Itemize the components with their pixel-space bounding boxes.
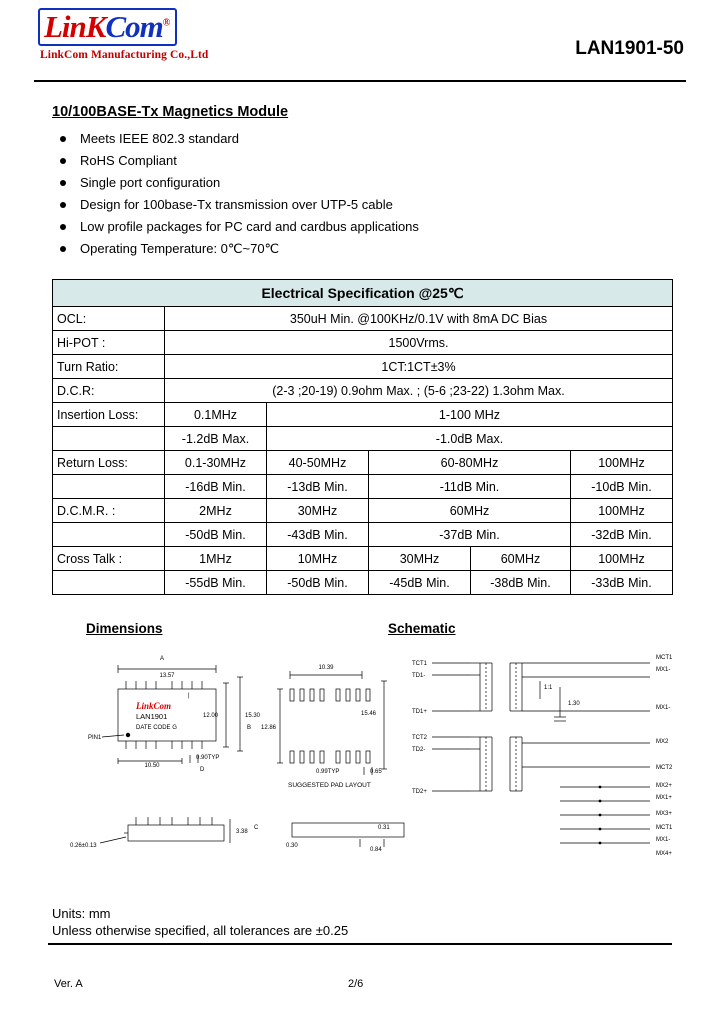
table-row xyxy=(53,475,673,499)
sch-pin-td1minus: TD1- xyxy=(412,673,426,679)
table-row xyxy=(53,499,673,523)
row-value: 350uH Min. @100KHz/0.1V with 8mA DC Bias xyxy=(165,307,673,331)
sch-pin-mx4plus: MX4+ xyxy=(656,851,672,857)
row-label: D.C.M.R. : xyxy=(53,499,165,523)
row-value: 1CT:1CT±3% xyxy=(165,355,673,379)
document-version: Ver. A xyxy=(54,978,83,990)
list-item: Meets IEEE 802.3 standard xyxy=(52,129,690,149)
row-value: 30MHz xyxy=(267,499,369,523)
drawings-area xyxy=(40,647,720,899)
row-value: -1.2dB Max. xyxy=(165,427,267,451)
pin1-dot xyxy=(126,733,130,737)
footer-divider xyxy=(48,943,672,945)
company-name: LinkCom Manufacturing Co.,Ltd xyxy=(40,49,209,61)
list-item: RoHS Compliant xyxy=(52,151,690,171)
row-label xyxy=(53,523,165,547)
dim-date-code: DATE CODE G xyxy=(136,725,177,731)
row-value: -33dB Min. xyxy=(571,571,673,595)
sch-pin-mct1b: MCT1 xyxy=(656,825,673,831)
units-line: Units: mm xyxy=(52,906,111,921)
company-logo xyxy=(38,8,208,61)
row-value: -16dB Min. xyxy=(165,475,267,499)
table-row xyxy=(53,379,673,403)
page-footer xyxy=(0,978,720,998)
registered-mark: ® xyxy=(162,17,170,29)
sch-turns-note: 1:1 xyxy=(544,685,553,691)
sch-pin-mx1plus: MX1- xyxy=(656,705,671,711)
row-label: D.C.R: xyxy=(53,379,165,403)
logo-main-text: LinK xyxy=(44,9,106,44)
page-header xyxy=(30,0,690,88)
row-label: Hi-POT : xyxy=(53,331,165,355)
spec-table-title: Electrical Specification @25℃ xyxy=(53,280,673,307)
row-value: 1MHz xyxy=(165,547,267,571)
mechanical-and-schematic-drawing xyxy=(40,647,720,899)
dim-value-1546: 15.46 xyxy=(360,711,376,717)
dim-value-031: 0.31 xyxy=(378,825,390,831)
row-label: Return Loss: xyxy=(53,451,165,475)
row-value: -13dB Min. xyxy=(267,475,369,499)
row-label xyxy=(53,571,165,595)
sch-pin-tct2: TCT2 xyxy=(412,735,427,741)
sch-pin-mct2: MCT2 xyxy=(656,765,673,771)
dim-value-084: 0.84 xyxy=(370,847,382,853)
electrical-spec-table xyxy=(52,279,672,595)
dim-value-030: 0.30 xyxy=(286,843,298,849)
row-value: 100MHz xyxy=(571,451,673,475)
row-value: 2MHz xyxy=(165,499,267,523)
row-value: 1500Vrms. xyxy=(165,331,673,355)
row-value: -50dB Min. xyxy=(165,523,267,547)
table-row xyxy=(53,403,673,427)
row-value: 1-100 MHz xyxy=(267,403,673,427)
row-value: 60MHz xyxy=(471,547,571,571)
pin1-label: PIN1 xyxy=(88,735,102,741)
row-value: 0.1MHz xyxy=(165,403,267,427)
row-value: -11dB Min. xyxy=(369,475,571,499)
sch-value-130: 1.30 xyxy=(568,701,580,707)
sch-pin-mx2plus: MX2+ xyxy=(656,783,672,789)
tolerance-line: Unless otherwise specified, all tolerances are ±0.25 xyxy=(52,923,349,938)
dim-brand-label: LinkCom xyxy=(136,701,172,711)
row-label: Turn Ratio: xyxy=(53,355,165,379)
list-item: Single port configuration xyxy=(52,173,690,193)
table-row xyxy=(53,307,673,331)
dim-value-1530: 15.30 xyxy=(245,713,261,719)
list-item: Operating Temperature: 0℃~70℃ xyxy=(52,239,690,259)
dim-tick-j: | xyxy=(188,693,190,699)
logo-wordmark xyxy=(38,8,177,46)
feature-list xyxy=(52,129,690,259)
row-label: OCL: xyxy=(53,307,165,331)
dim-part-label: LAN1901 xyxy=(136,712,168,721)
dim-value-090typ: 0.90TYP xyxy=(196,755,220,761)
sch-pin-td2minus: TD2- xyxy=(412,747,426,753)
table-row xyxy=(53,571,673,595)
row-value: 60MHz xyxy=(369,499,571,523)
row-label: Insertion Loss: xyxy=(53,403,165,427)
table-row xyxy=(53,331,673,355)
list-item: Design for 100base-Tx transmission over UTP-5 cable xyxy=(52,195,690,215)
row-value: -45dB Min. xyxy=(369,571,471,595)
page-number: 2/6 xyxy=(348,978,364,990)
row-value: 100MHz xyxy=(571,499,673,523)
sch-pin-mx1plus2: MX1+ xyxy=(656,795,672,801)
table-row xyxy=(53,547,673,571)
row-value: -38dB Min. xyxy=(471,571,571,595)
dim-label-a: A xyxy=(159,656,165,662)
dimensions-heading: Dimensions xyxy=(86,621,163,636)
row-value: -10dB Min. xyxy=(571,475,673,499)
list-item: Low profile packages for PC card and cardbus applications xyxy=(52,217,690,237)
row-value: -55dB Min. xyxy=(165,571,267,595)
part-number: LAN1901-50 xyxy=(575,38,684,59)
page-title: 10/100BASE-Tx Magnetics Module xyxy=(52,104,289,120)
dim-value-338: 3.38 xyxy=(236,829,248,835)
row-value: 100MHz xyxy=(571,547,673,571)
dim-label-b: B xyxy=(247,725,252,731)
pad-layout-caption: SUGGESTED PAD LAYOUT xyxy=(288,782,371,789)
row-value: 10MHz xyxy=(267,547,369,571)
sch-pin-tct1: TCT1 xyxy=(412,661,427,667)
table-row xyxy=(53,523,673,547)
sch-pin-mx1minus: MX1- xyxy=(656,667,671,673)
row-label xyxy=(53,427,165,451)
drawing-section-headings xyxy=(30,621,690,641)
dim-value-1286: 12.86 xyxy=(260,725,276,731)
dim-label-c: C xyxy=(254,825,259,831)
dim-value-099typ: 0.99TYP xyxy=(316,769,340,775)
row-value: 40-50MHz xyxy=(267,451,369,475)
row-value: -43dB Min. xyxy=(267,523,369,547)
row-label: Cross Talk : xyxy=(53,547,165,571)
schematic-heading: Schematic xyxy=(388,621,456,636)
sch-pin-mct1: MCT1 xyxy=(656,655,673,661)
table-title-row xyxy=(53,280,673,307)
row-value: -37dB Min. xyxy=(369,523,571,547)
row-value: 0.1-30MHz xyxy=(165,451,267,475)
dim-value-1050: 10.50 xyxy=(144,763,160,769)
row-label xyxy=(53,475,165,499)
row-value: -50dB Min. xyxy=(267,571,369,595)
dim-value-a: 13.57 xyxy=(159,673,175,679)
dim-label-d: D xyxy=(200,767,205,773)
row-value: -1.0dB Max. xyxy=(267,427,673,451)
sch-pin-mx2: MX2 xyxy=(656,739,669,745)
sch-pin-mx1minus2: MX1- xyxy=(656,837,671,843)
sch-pin-td1plus: TD1+ xyxy=(412,709,427,715)
units-notes xyxy=(52,905,690,939)
dim-value-1039: 10.39 xyxy=(318,665,334,671)
row-value: (2-3 ;20-19) 0.9ohm Max. ; (5-6 ;23-22) 1.3ohm Max. xyxy=(165,379,673,403)
table-row xyxy=(53,451,673,475)
sch-pin-td2plus: TD2+ xyxy=(412,789,427,795)
row-value: 30MHz xyxy=(369,547,471,571)
table-row xyxy=(53,427,673,451)
table-row xyxy=(53,355,673,379)
dim-value-026: 0.26±0.13 xyxy=(70,843,97,849)
logo-accent-text: Com xyxy=(105,9,163,44)
row-value: -32dB Min. xyxy=(571,523,673,547)
dim-value-1200: 12.00 xyxy=(202,713,218,719)
dim-value-065: 0.65 xyxy=(370,769,382,775)
row-value: 60-80MHz xyxy=(369,451,571,475)
sch-pin-mx3plus: MX3+ xyxy=(656,811,672,817)
header-divider xyxy=(34,80,686,82)
